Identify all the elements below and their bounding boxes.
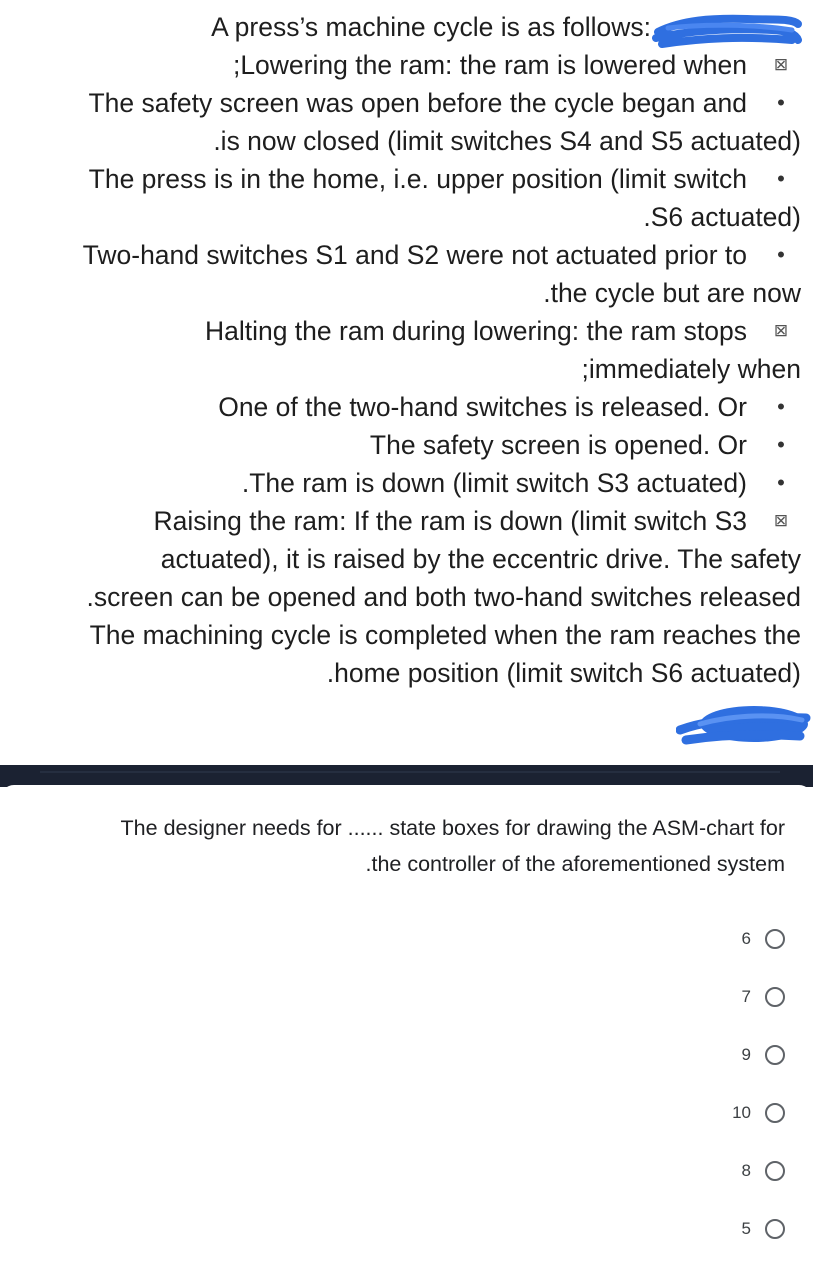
bullet-icon: • bbox=[777, 470, 785, 495]
option-label: 6 bbox=[741, 929, 751, 948]
bullet-icon: • bbox=[777, 394, 785, 419]
option-label: 7 bbox=[741, 987, 751, 1006]
option-8[interactable] bbox=[633, 1151, 793, 1191]
problem-line-17: The machining cycle is completed when the ram reaches the bbox=[89, 620, 801, 650]
problem-line-3: The safety screen was open before the cycle began and bbox=[88, 88, 747, 118]
problem-line-10: ;immediately when bbox=[581, 354, 801, 384]
option-label: 5 bbox=[741, 1219, 751, 1238]
redaction-scribble bbox=[676, 700, 812, 752]
option-label: 8 bbox=[741, 1161, 751, 1180]
radio-icon[interactable] bbox=[765, 1045, 785, 1065]
problem-line-16: .screen can be opened and both two-hand switches released bbox=[86, 582, 801, 612]
problem-line-11: One of the two-hand switches is released. Or bbox=[218, 392, 747, 422]
problem-line-7: Two-hand switches S1 and S2 were not actuated prior to bbox=[82, 240, 747, 270]
problem-line-6: .S6 actuated) bbox=[643, 202, 801, 232]
checkbox-icon: ⊠ bbox=[773, 511, 789, 530]
option-7[interactable] bbox=[633, 977, 793, 1017]
option-label: 9 bbox=[741, 1045, 751, 1064]
problem-line-1: A press’s machine cycle is as follows: bbox=[211, 12, 651, 42]
question-line-1: The designer needs for ...... state boxes for drawing the ASM-chart for bbox=[120, 816, 785, 840]
problem-line-14: Raising the ram: If the ram is down (limit switch S3 bbox=[153, 506, 747, 536]
radio-icon[interactable] bbox=[765, 1103, 785, 1123]
question-line-2: .the controller of the aforementioned system bbox=[365, 852, 785, 876]
bullet-icon: • bbox=[777, 432, 785, 457]
divider-strip bbox=[0, 765, 813, 787]
checkbox-icon: ⊠ bbox=[773, 55, 789, 74]
question-card bbox=[0, 785, 813, 1280]
strip-texture bbox=[40, 771, 780, 773]
checkbox-icon: ⊠ bbox=[773, 321, 789, 340]
problem-line-8: .the cycle but are now bbox=[543, 278, 801, 308]
radio-icon[interactable] bbox=[765, 929, 785, 949]
radio-icon[interactable] bbox=[765, 1219, 785, 1239]
option-label: 10 bbox=[732, 1103, 751, 1122]
problem-line-9: Halting the ram during lowering: the ram stops bbox=[204, 316, 747, 346]
option-10[interactable] bbox=[633, 1093, 793, 1133]
bullet-icon: • bbox=[777, 90, 785, 115]
option-6[interactable] bbox=[633, 919, 793, 959]
problem-line-13: .The ram is down (limit switch S3 actuated) bbox=[241, 468, 747, 498]
problem-line-2: ;Lowering the ram: the ram is lowered when bbox=[232, 50, 747, 80]
radio-icon[interactable] bbox=[765, 1161, 785, 1181]
redaction-scribble bbox=[652, 10, 804, 50]
problem-line-15: actuated), it is raised by the eccentric drive. The safety bbox=[160, 544, 801, 574]
problem-line-4: .is now closed (limit switches S4 and S5 actuated) bbox=[213, 126, 801, 156]
option-5[interactable] bbox=[633, 1209, 793, 1249]
bullet-icon: • bbox=[777, 242, 785, 267]
radio-icon[interactable] bbox=[765, 987, 785, 1007]
option-9[interactable] bbox=[633, 1035, 793, 1075]
problem-line-5: The press is in the home, i.e. upper position (limit switch bbox=[88, 164, 747, 194]
problem-line-12: The safety screen is opened. Or bbox=[369, 430, 747, 460]
bullet-icon: • bbox=[777, 166, 785, 191]
problem-line-18: .home position (limit switch S6 actuated) bbox=[326, 658, 801, 688]
